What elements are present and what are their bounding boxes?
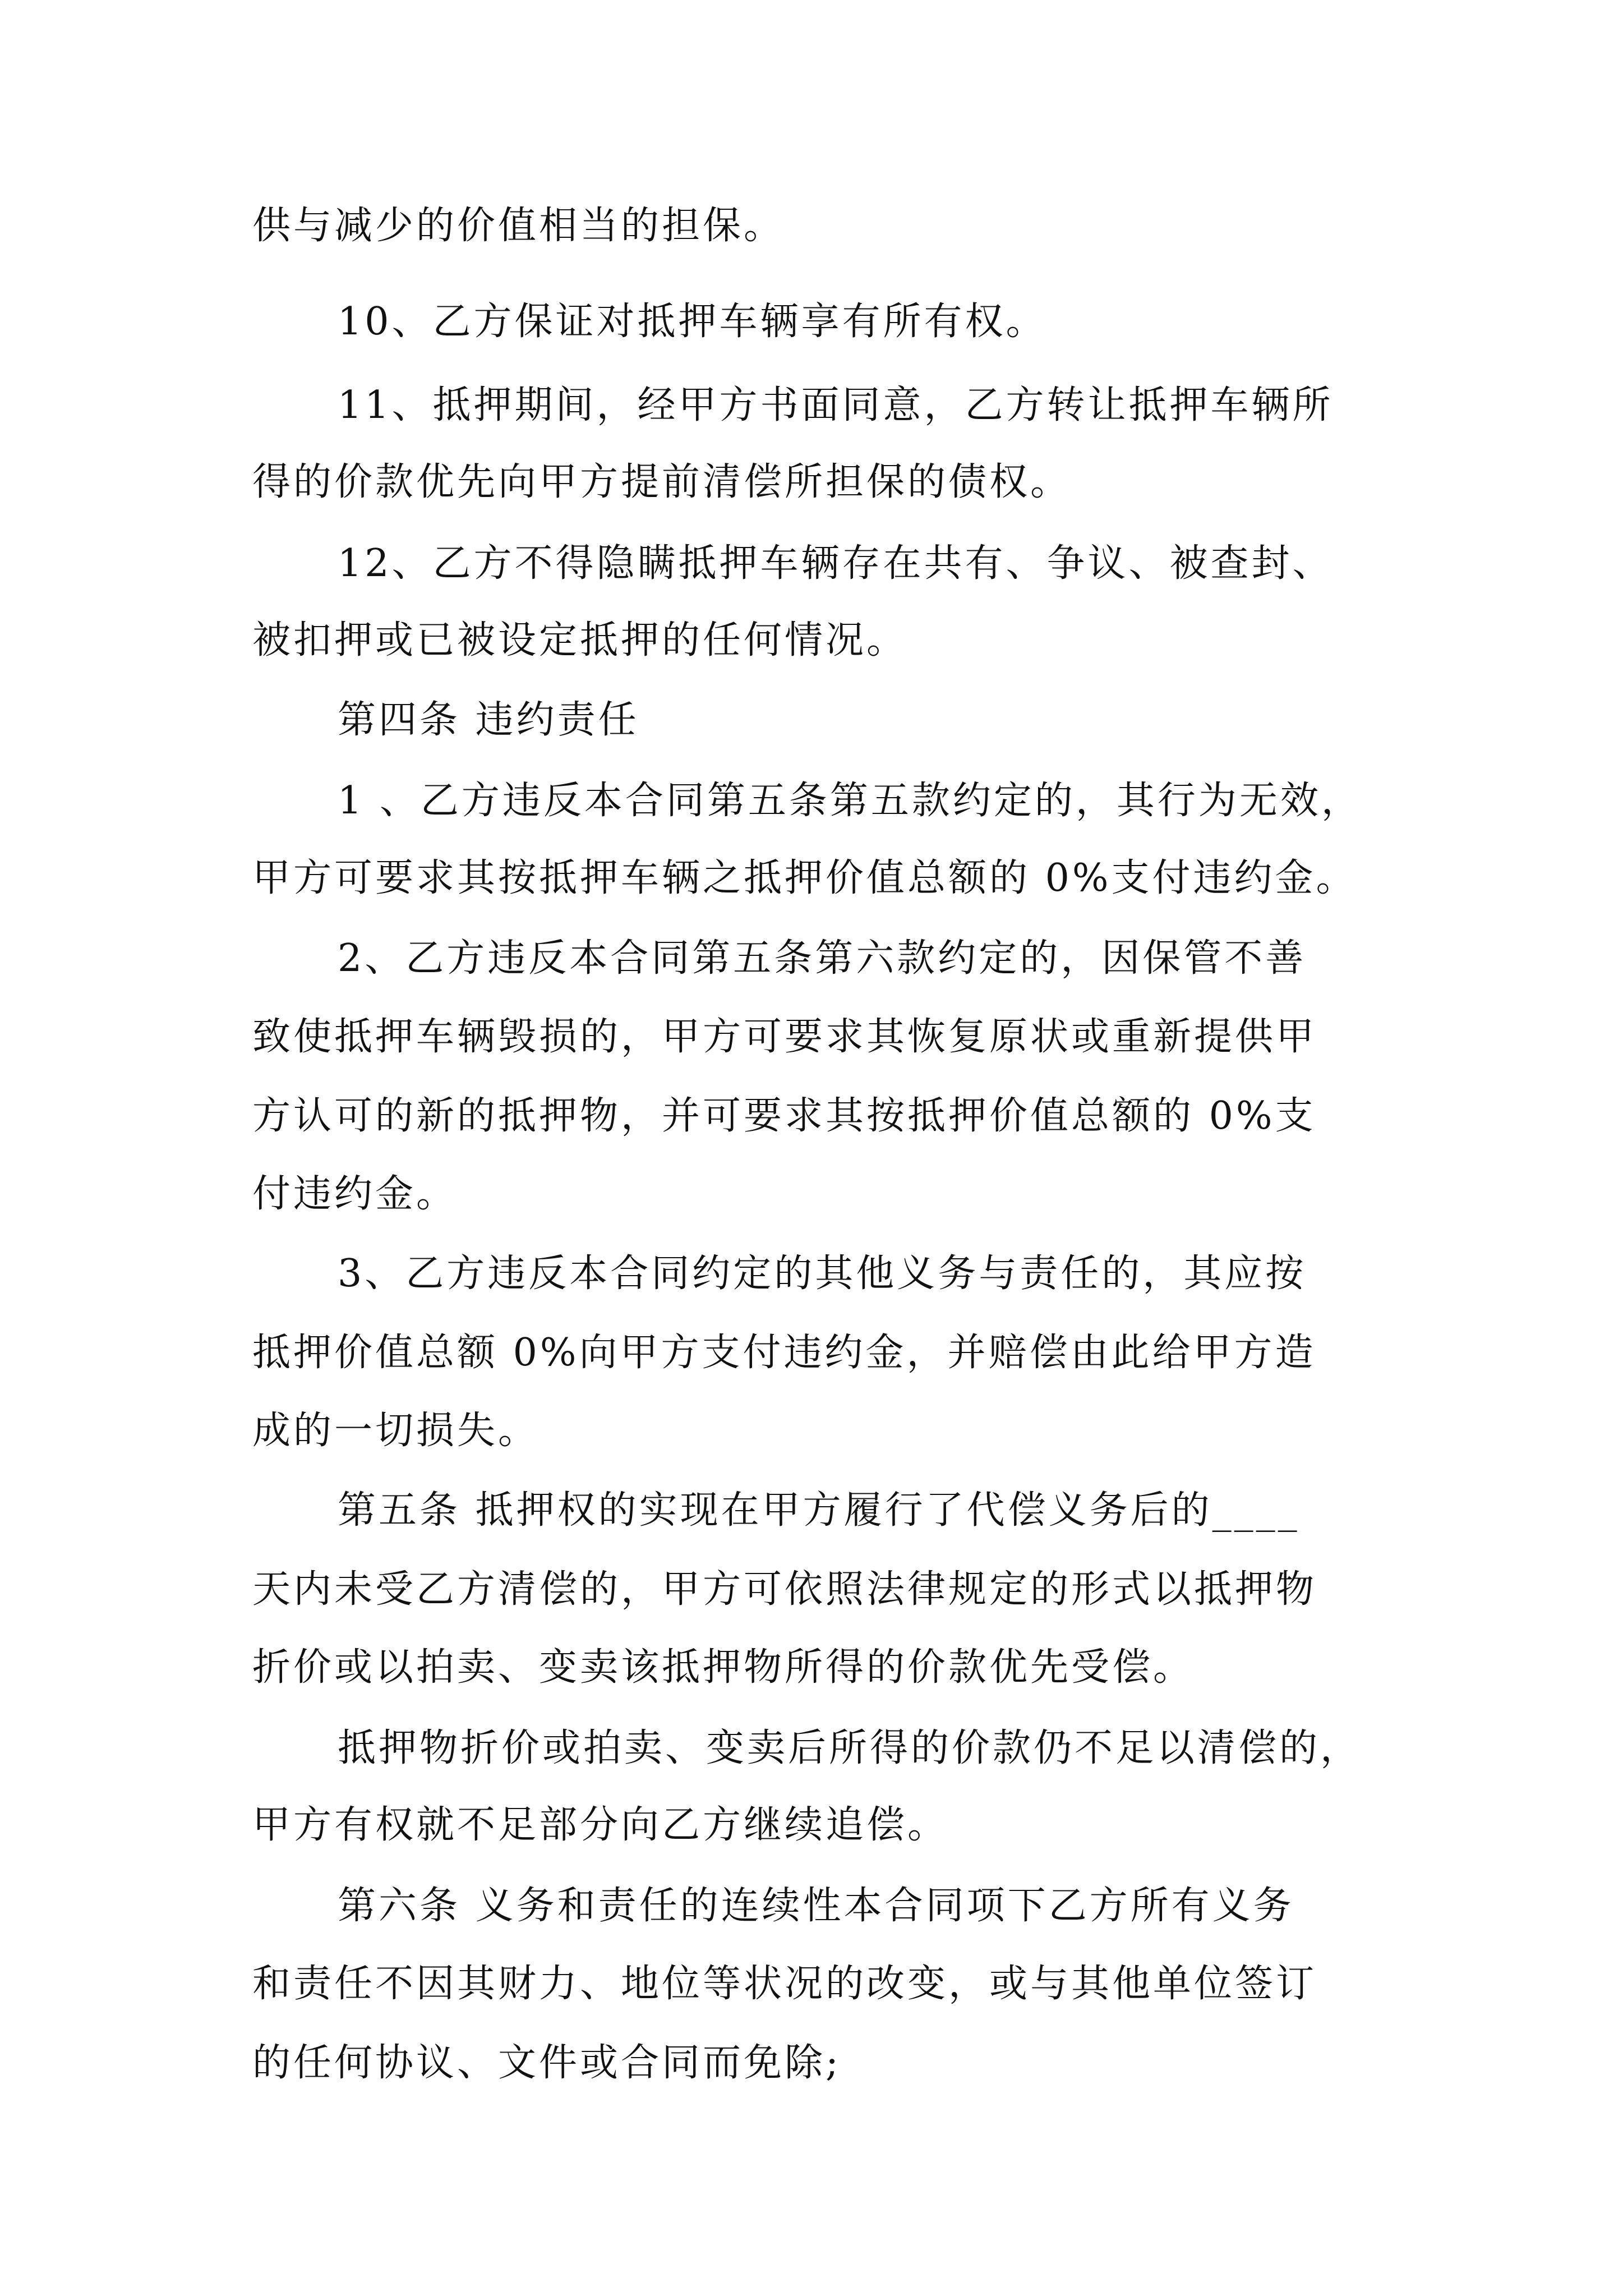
text-line: 甲方有权就不足部分向乙方继续追偿。 [252, 1803, 949, 1847]
text-line: 致使抵押车辆毁损的，甲方可要求其恢复原状或重新提供甲 [252, 1015, 1317, 1059]
text-line: 12、乙方不得隐瞒抵押车辆存在共有、争议、被查封、 [338, 541, 1334, 586]
text-line: 付违约金。 [252, 1172, 458, 1216]
section-heading: 第六条 义务和责任的连续性本合同项下乙方所有义务 [338, 1884, 1294, 1928]
section-heading: 第五条 抵押权的实现在甲方履行了代偿义务后的____ [338, 1488, 1300, 1533]
text-line: 抵押物折价或拍卖、变卖后所得的价款仍不足以清偿的， [338, 1726, 1362, 1770]
text-line: 和责任不因其财力、地位等状况的改变，或与其他单位签订 [252, 1962, 1317, 2006]
text-line: 被扣押或已被设定抵押的任何情况。 [252, 618, 908, 662]
text-line: 3、乙方违反本合同约定的其他义务与责任的，其应按 [338, 1251, 1307, 1296]
text-line: 抵押价值总额 0%向甲方支付违约金，并赔偿由此给甲方造 [252, 1331, 1316, 1375]
text-line: 的任何协议、文件或合同而免除; [252, 2041, 841, 2085]
text-line: 10、乙方保证对抵押车辆享有所有权。 [338, 300, 1047, 344]
text-line: 得的价款优先向甲方提前清偿所担保的债权。 [252, 460, 1072, 504]
section-heading: 第四条 违约责任 [338, 698, 639, 742]
text-line: 天内未受乙方清偿的，甲方可依照法律规定的形式以抵押物 [252, 1567, 1317, 1612]
text-line: 折价或以拍卖、变卖该抵押物所得的价款优先受偿。 [252, 1645, 1195, 1690]
text-line: 成的一切损失。 [252, 1409, 540, 1453]
text-line: 2、乙方违反本合同第五条第六款约定的，因保管不善 [338, 936, 1307, 981]
text-line: 方认可的新的抵押物，并可要求其按抵押价值总额的 0%支 [252, 1094, 1316, 1138]
text-line: 甲方可要求其按抵押车辆之抵押价值总额的 0%支付违约金。 [252, 856, 1357, 900]
text-line: 供与减少的价值相当的担保。 [252, 204, 785, 248]
text-line: 11、抵押期间，经甲方书面同意，乙方转让抵押车辆所 [338, 383, 1334, 427]
text-line: 1 、乙方违反本合同第五条第五款约定的，其行为无效， [338, 779, 1362, 823]
